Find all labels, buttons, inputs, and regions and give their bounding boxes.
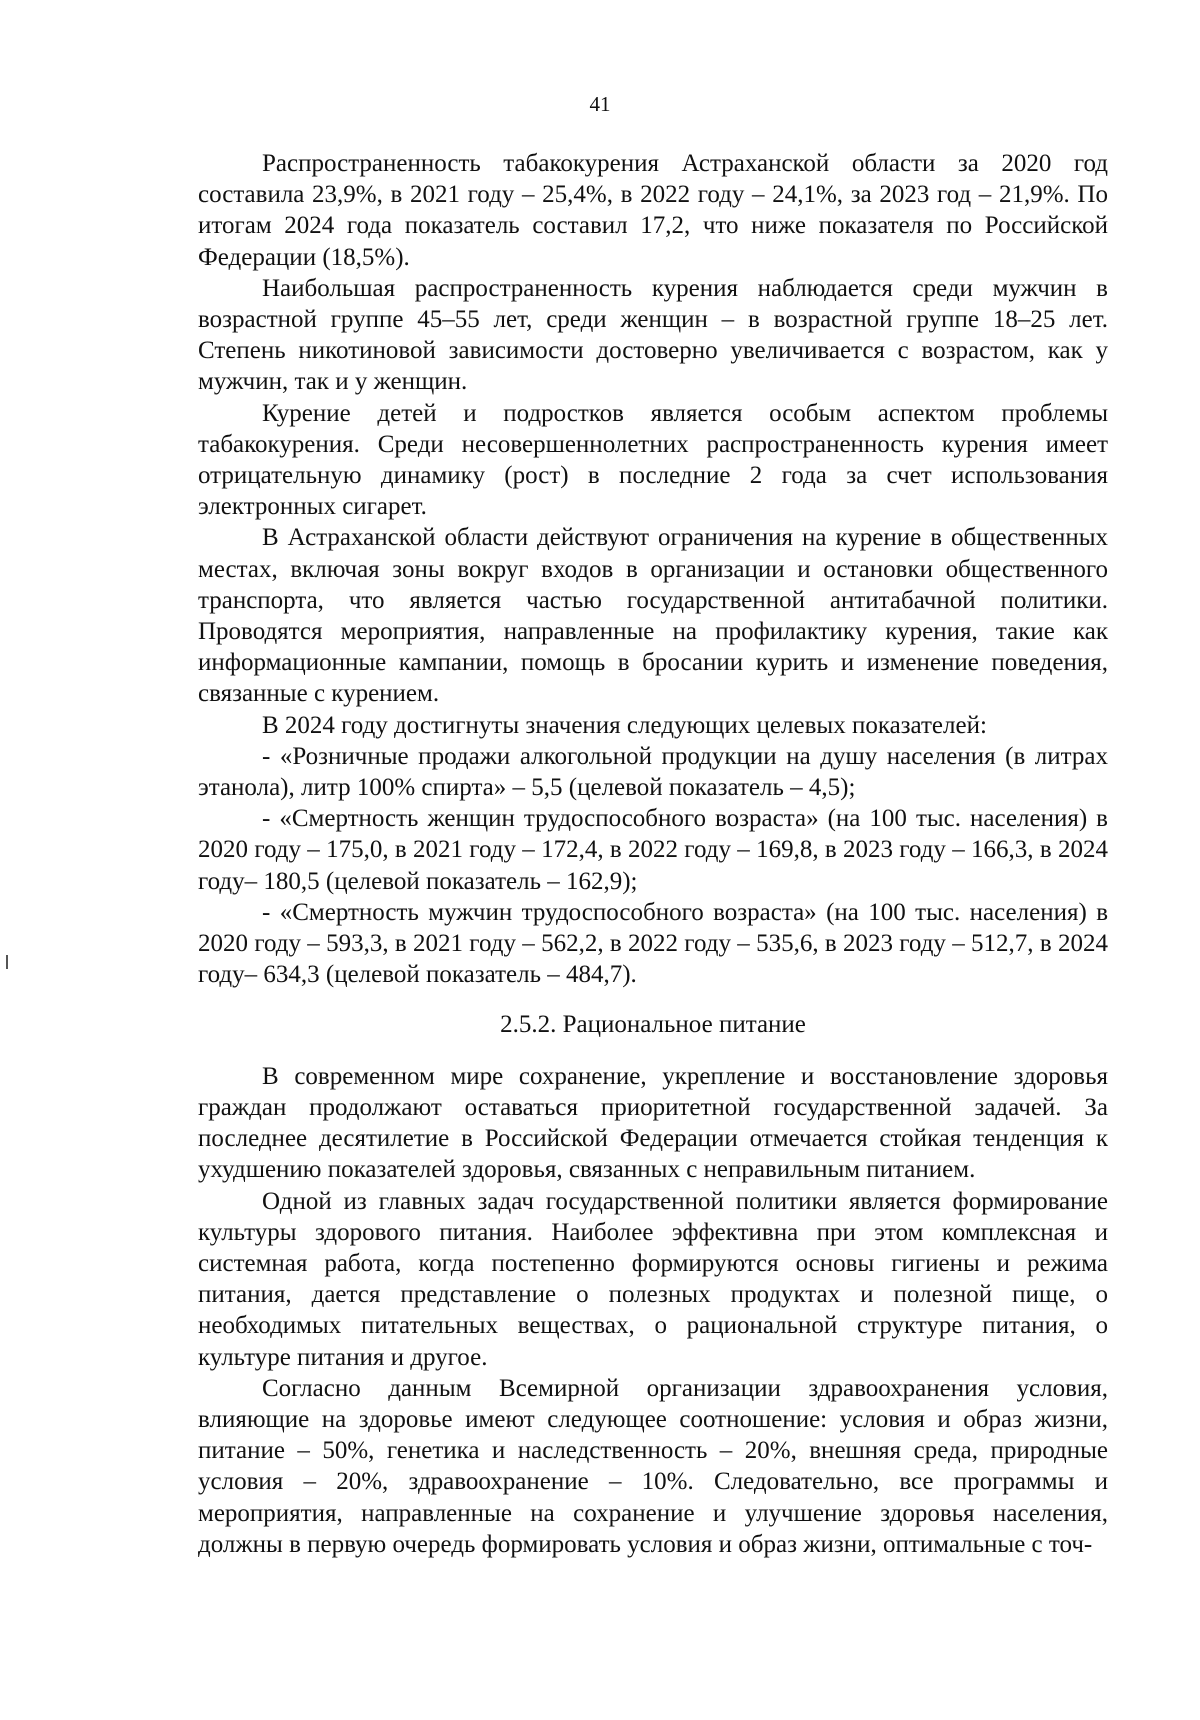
paragraph-youth-smoking: Курение детей и подростков является особым аспектом проблемы табакокурения. Среди несовершеннолетних распространенность курения имеет отрицательную динамику (рост) в последние 2 года за счет использования электронных сигарет. xyxy=(198,399,1108,521)
document-body xyxy=(198,148,1108,1560)
paragraph-smoking-restrictions: В Астраханской области действуют ограничения на курение в общественных местах, включая зоны вокруг входов в организации и остановки общественного транспорта, что является частью государственной антитабачной политики. Проводятся мероприятия, направленные на профилактику курения, такие как информационные кампании, помощь в бросании курить и изменение поведения, связанные с курением. xyxy=(198,524,1108,708)
paragraph-healthy-eating-culture: Одной из главных задач государственной политики является формирование культуры здорового питания. Наиболее эффективна при этом комплексная и системная работа, когда постепенно формируются основы гигиены и режима питания, дается представление о полезных продуктах и полезной пище, о необходимых питательных веществах, о рациональной структуре питания, о культуре питания и другое. xyxy=(198,1187,1108,1371)
list-item-alcohol-sales: - «Розничные продажи алкогольной продукции на душу населения (в литрах этанола), литр 100% спирта» – 5,5 (целевой показатель – 4,5); xyxy=(198,742,1108,802)
paragraph-target-indicators-intro: В 2024 году достигнуты значения следующих целевых показателей: xyxy=(262,711,987,739)
list-item-male-mortality: - «Смертность мужчин трудоспособного возраста» (на 100 тыс. населения) в 2020 году – 593,3, в 2021 году – 562,2, в 2022 году – 535,6, в 2023 году – 512,7, в 2024 году– 634,3 (целевой показатель – 484,7). xyxy=(198,898,1108,989)
paragraph-health-priority: В современном мире сохранение, укрепление и восстановление здоровья граждан продолжают оставаться приоритетной государственной задачей. За последнее десятилетие в Российской Федерации отмечается стойкая тенденция к ухудшению показателей здоровья, связанных с неправильным питанием. xyxy=(198,1062,1108,1184)
paragraph-who-health-factors: Согласно данным Всемирной организации здравоохранения условия, влияющие на здоровье имеют следующее соотношение: условия и образ жизни, питание – 50%, генетика и наследственность – 20%, внешняя среда, природные условия – 20%, здравоохранение – 10%. Следовательно, все программы и мероприятия, направленные на сохранение и улучшение здоровья населения, должны в первую очередь формировать условия и образ жизни, оптимальные с точ- xyxy=(198,1374,1108,1558)
section-heading: 2.5.2. Рациональное питание xyxy=(500,1011,806,1039)
paragraph-smoking-age-groups: Наибольшая распространенность курения наблюдается среди мужчин в возрастной группе 45–55 лет, среди женщин – в возрастной группе 18–25 лет. Степень никотиновой зависимости достоверно увеличивается с возрастом, как у мужчин, так и у женщин. xyxy=(198,274,1108,396)
list-item-female-mortality: - «Смертность женщин трудоспособного возраста» (на 100 тыс. населения) в 2020 году – 175,0, в 2021 году – 172,4, в 2022 году – 169,8, в 2023 году – 166,3, в 2024 году– 180,5 (целевой показатель – 162,9); xyxy=(198,805,1108,895)
paragraph-smoking-prevalence: Распространенность табакокурения Астраханской области за 2020 год составила 23,9%, в 2021 году – 25,4%, в 2022 году – 24,1%, за 2023 год – 21,9%. По итогам 2024 года показатель составил 17,2, что ниже показателя по Российской Федерации (18,5%). xyxy=(198,150,1108,271)
scan-artifact-mark xyxy=(6,955,8,969)
page-number: 41 xyxy=(589,92,611,116)
